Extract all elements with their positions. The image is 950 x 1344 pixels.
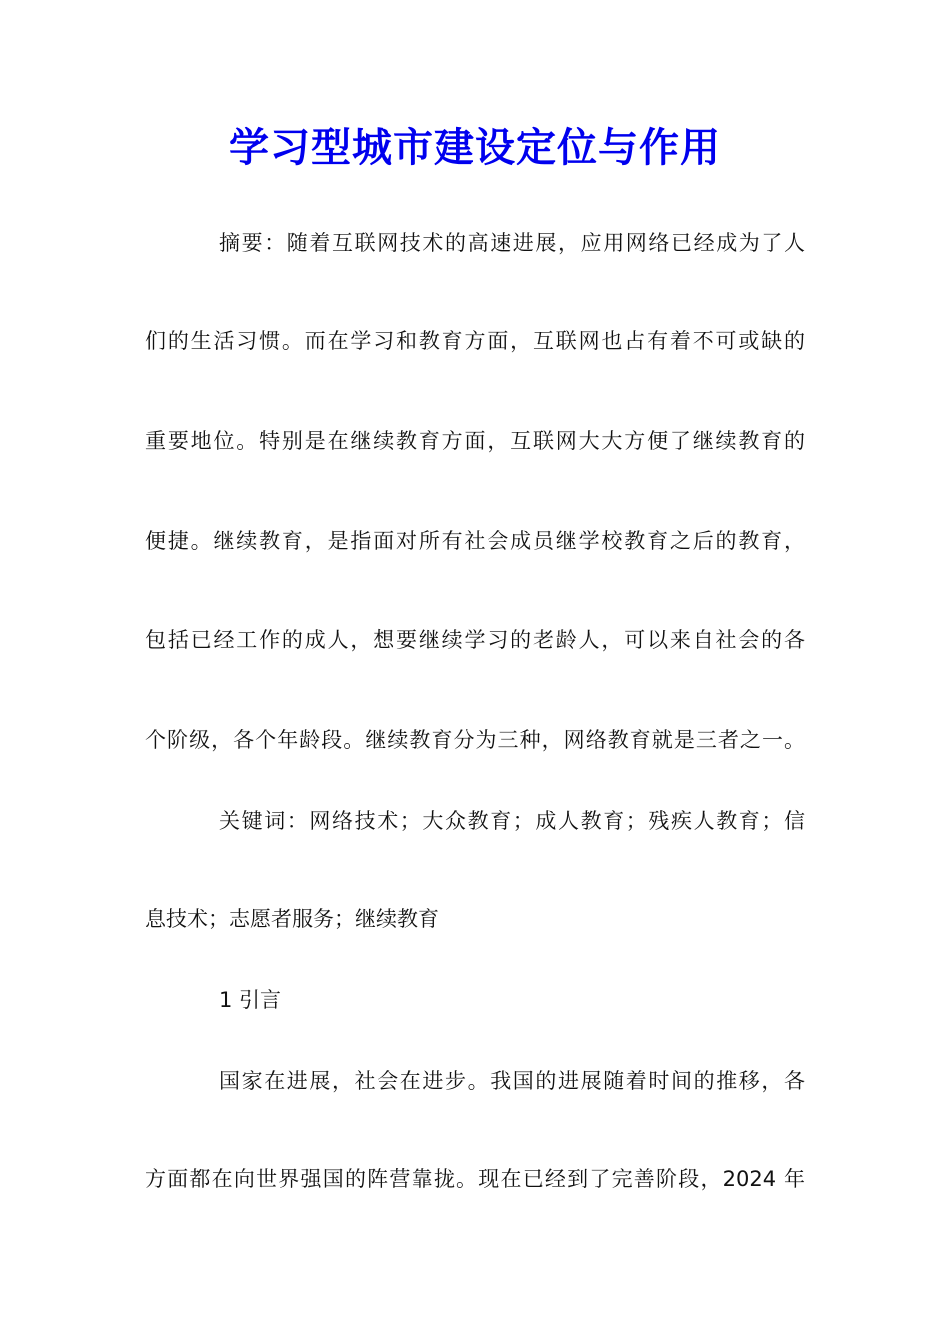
section-heading: 1 引言 (219, 988, 282, 1012)
intro-line-1: 国家在进展，社会在进步。我国的进展随着时间的推移，各 (219, 1069, 805, 1093)
abstract-line-4: 便捷。继续教育，是指面对所有社会成员继学校教育之后的教育， (145, 529, 805, 553)
abstract-line-5: 包括已经工作的成人，想要继续学习的老龄人，可以来自社会的各 (145, 628, 805, 652)
intro-line-2: 方面都在向世界强国的阵营靠拢。现在已经到了完善阶段，2024 年 (145, 1167, 805, 1191)
keywords-line-2: 息技术；志愿者服务；继续教育 (145, 907, 439, 931)
abstract-line-1: 摘要：随着互联网技术的高速进展，应用网络已经成为了人 (219, 231, 805, 255)
abstract-line-3: 重要地位。特别是在继续教育方面，互联网大大方便了继续教育的 (145, 429, 805, 453)
keywords-line-1: 关键词：网络技术；大众教育；成人教育；残疾人教育；信 (219, 809, 805, 833)
abstract-line-6: 个阶级，各个年龄段。继续教育分为三种，网络教育就是三者之一。 (145, 728, 805, 752)
abstract-line-2: 们的生活习惯。而在学习和教育方面，互联网也占有着不可或缺的 (145, 329, 805, 353)
document-title: 学习型城市建设定位与作用 (229, 124, 721, 171)
